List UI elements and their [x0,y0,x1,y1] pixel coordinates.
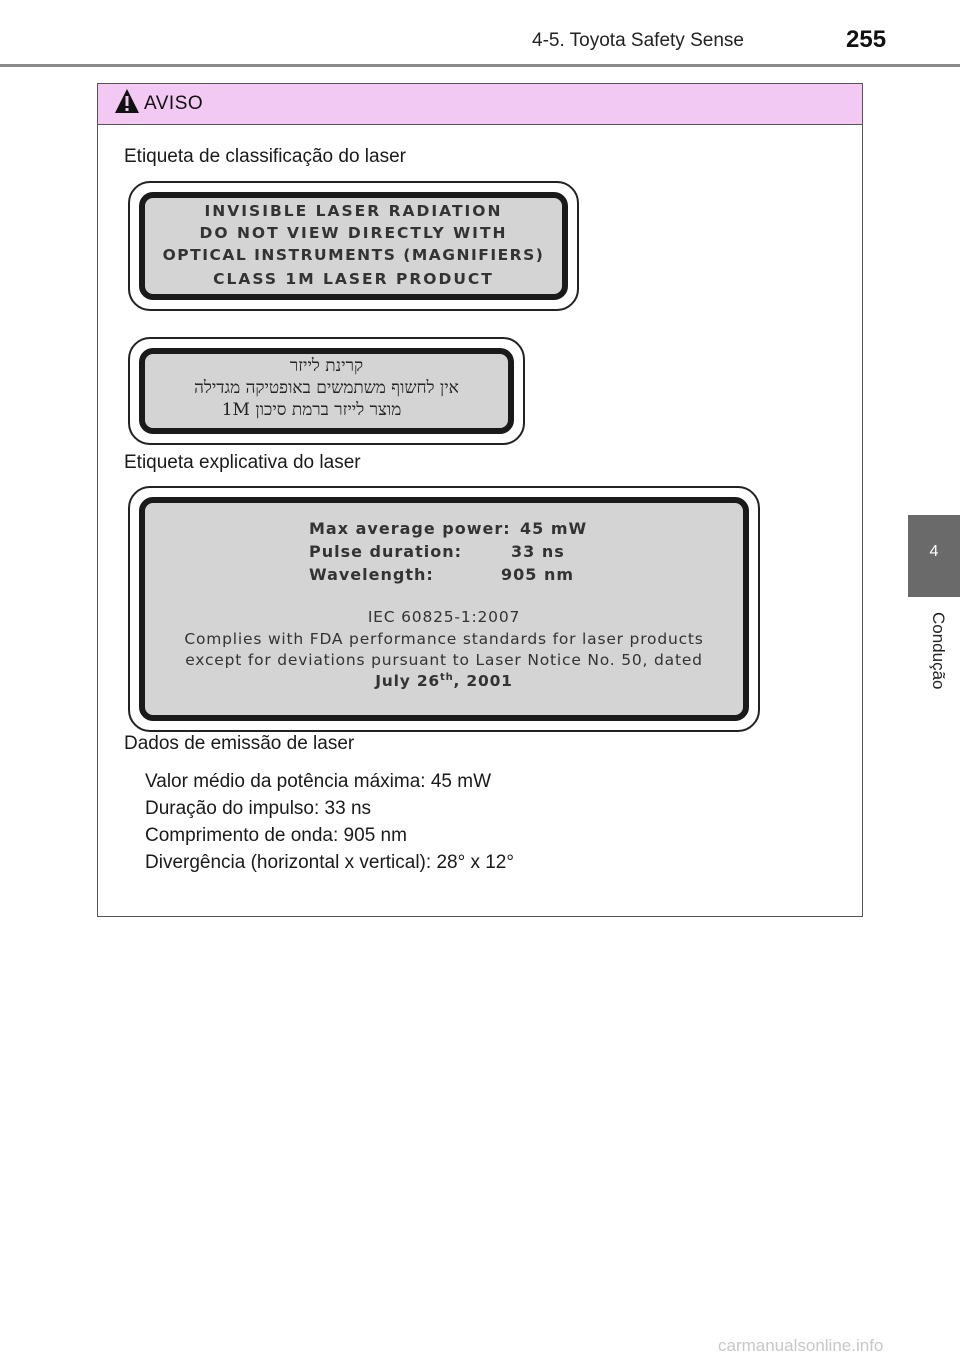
warning-header [98,84,862,125]
warning-box [97,83,863,917]
watermark: carmanualsonline.info [718,1336,884,1355]
classification-label-hebrew-inner [139,348,514,434]
hebrew-label-line: מוצר לייזר ברמת סיכון 1M [221,400,402,420]
warning-triangle-icon [114,87,140,115]
page-number: 255 [846,26,887,53]
emission-divergence: Divergência (horizontal x vertical): 28° x 12° [145,852,514,873]
notice-date [145,672,743,690]
explanatory-heading: Etiqueta explicativa do laser [124,452,361,473]
notice-date-month-day: July 26 [375,672,441,691]
max-power-label: Max average power: [309,519,511,538]
emission-pulse: Duração do impulso: 33 ns [145,798,372,819]
iec-standard: IEC 60825-1:2007 [367,608,521,626]
wavelength-label: Wavelength: [309,565,434,584]
explanatory-label [128,486,760,732]
header-divider [0,64,960,67]
label-line: OPTICAL INSTRUMENTS (MAGNIFIERS) [162,246,545,264]
explanatory-label-inner [139,497,749,721]
chapter-tab[interactable] [908,515,960,597]
chapter-label: Condução [929,612,948,690]
label-line: CLASS 1M LASER PRODUCT [213,270,494,288]
warning-title: AVISO [144,93,204,114]
notice-date-year: , 2001 [453,672,513,691]
classification-heading: Etiqueta de classificação do laser [124,146,406,167]
notice-date-suffix: th [440,672,454,683]
label-line: DO NOT VIEW DIRECTLY WITH [199,224,508,242]
classification-label-hebrew [128,337,525,445]
emission-heading: Dados de emissão de laser [124,733,355,754]
emission-power: Valor médio da potência máxima: 45 mW [145,771,492,792]
wavelength-value: 905 nm [501,565,575,584]
hebrew-label-line: קרינת לייזר [289,356,364,376]
fda-compliance-line: except for deviations pursuant to Laser Notice No. 50, dated [185,651,703,669]
fda-compliance-line: Complies with FDA performance standards for laser products [184,630,704,648]
max-power-value: 45 mW [520,519,588,538]
chapter-number: 4 [929,543,939,560]
classification-label-english-inner [139,192,568,300]
classification-label-english [128,181,579,311]
pulse-duration-value: 33 ns [511,542,565,561]
pulse-duration-label: Pulse duration: [309,542,462,561]
section-title: 4-5. Toyota Safety Sense [532,30,744,51]
emission-wavelength: Comprimento de onda: 905 nm [145,825,407,846]
hebrew-label-line: אין לחשוף משתמשים באופטיקה מגדילה [194,378,459,398]
label-line: INVISIBLE LASER RADIATION [204,202,503,220]
